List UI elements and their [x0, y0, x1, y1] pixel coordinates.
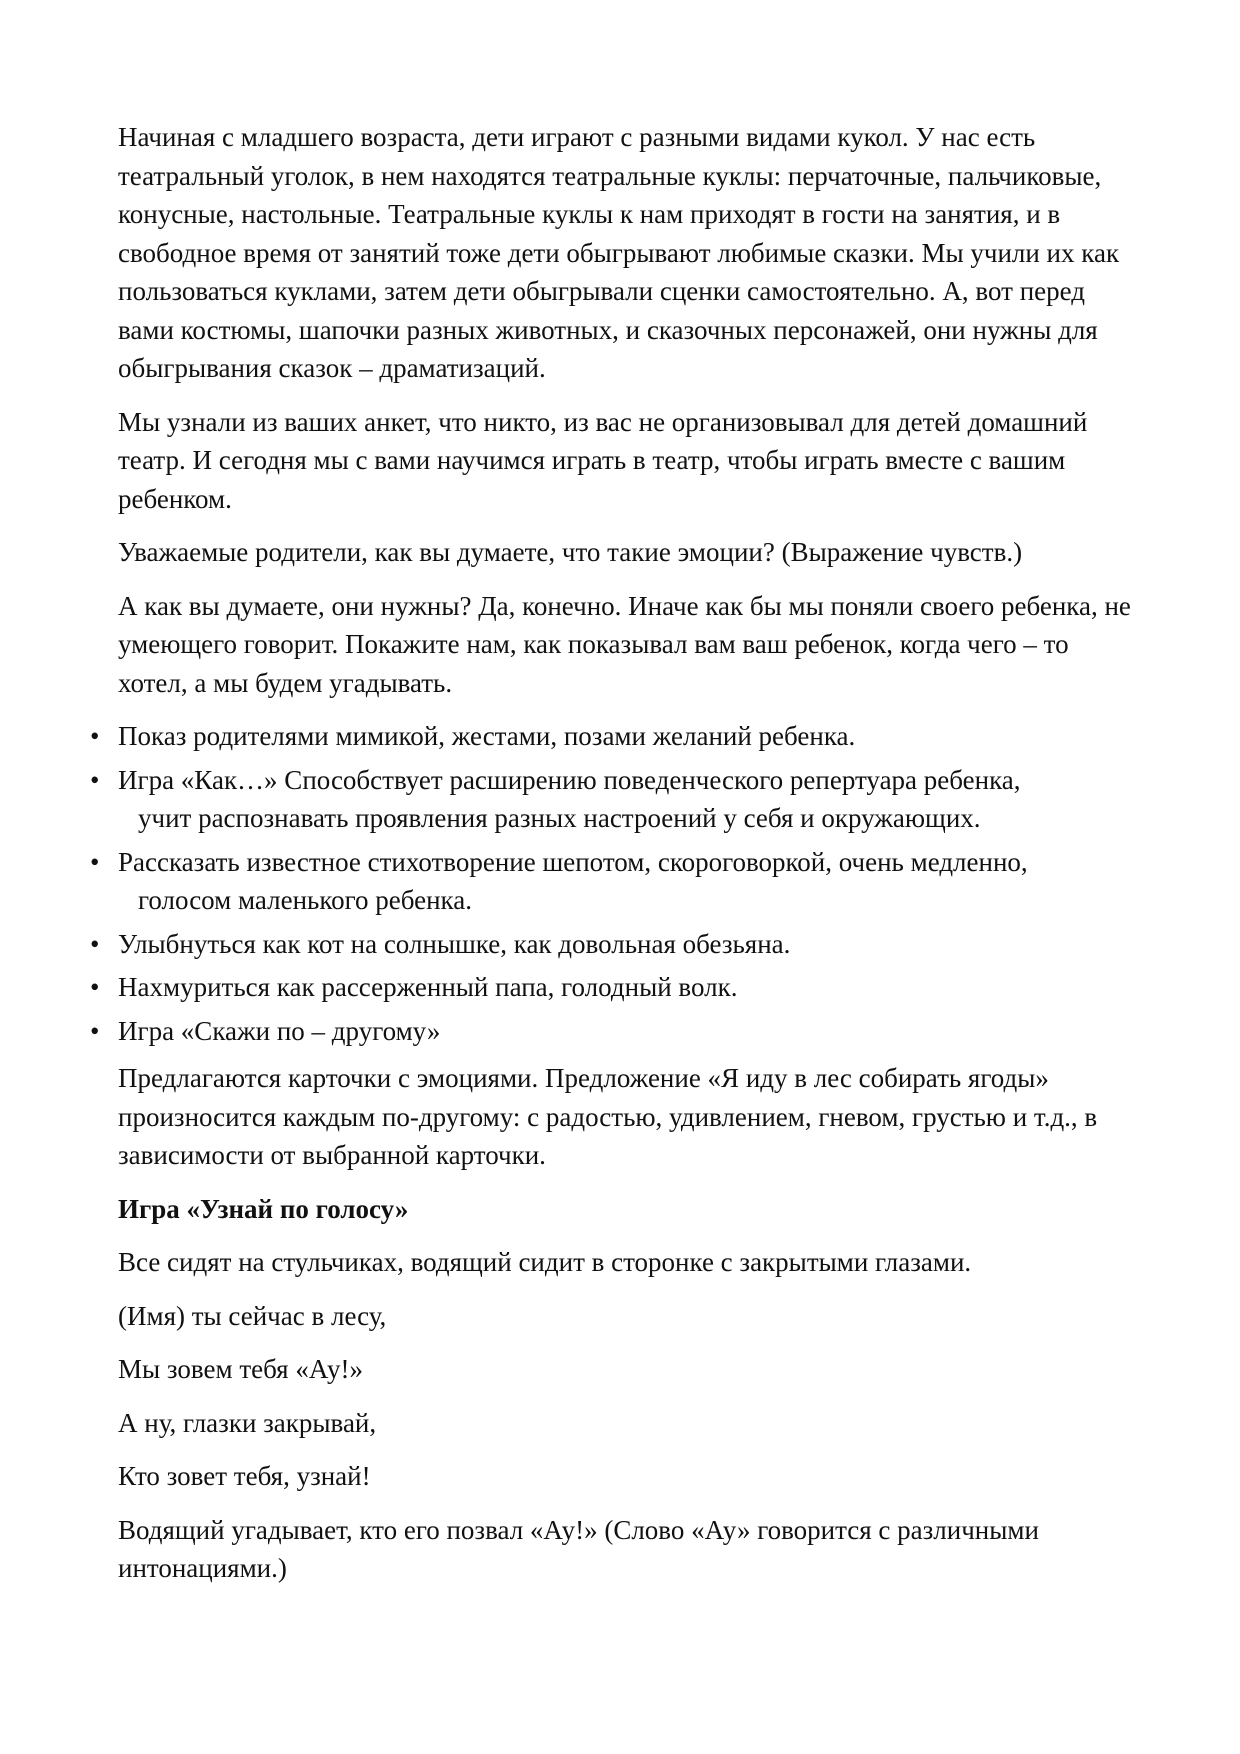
verse-line: А ну, глазки закрывай, — [118, 1407, 377, 1438]
list-item-text-continuation: голосом маленького ребенка. — [138, 885, 472, 915]
list-item-text: Игра «Скажи по – другому» — [118, 1015, 441, 1046]
list-item — [88, 843, 1138, 920]
verse-line: Мы зовем тебя «Ау!» — [118, 1354, 363, 1384]
bullet-icon: • — [90, 1015, 100, 1046]
list-item — [88, 968, 1138, 1007]
paragraph-puppets: Начиная с младшего возраста, дети играют с разными видами кукол. У нас есть театральный уголок, в нем находятся театральные куклы: перчаточные, пальчиковые, конусные, настольные. Театральные куклы к нам приходят в гости на занятия, и в свободное время от занятий тоже дети обыгрывают любимые сказки. Мы учили их как пользоваться куклами, затем дети обыгрывали сценки самостоятельно. А, вот перед вами костюмы, шапочки разных животных, и сказочных персонажей, они нужны для обыгрывания сказок – драматизаций. — [118, 122, 1120, 383]
paragraph-survey: Мы узнали из ваших анкет, что никто, из вас не организовывал для детей домашний театр. И сегодня мы с вами научимся играть в театр, чтобы играть вместе с вашим ребенком. — [118, 406, 1088, 514]
list-item — [88, 717, 1138, 756]
game-heading: Игра «Узнай по голосу» — [118, 1193, 409, 1224]
list-item — [88, 761, 1138, 838]
paragraph-emotion-cards: Предлагаются карточки с эмоциями. Предложение «Я иду в лес собирать ягоды» произносится каждым по-другому: с радостью, удивлением, гневом, грустью и т.д., в зависимости от выбранной карточки. — [118, 1063, 1098, 1170]
bullet-icon: • — [90, 721, 100, 751]
bullet-icon: • — [90, 764, 100, 795]
activities-list — [88, 717, 1138, 1050]
document-page — [90, 118, 1138, 1603]
list-item-text: Улыбнуться как кот на солнышке, как довольная обезьяна. — [118, 928, 791, 959]
bullet-icon: • — [90, 846, 100, 877]
list-item — [88, 1012, 1138, 1051]
paragraph-emotions-question: Уважаемые родители, как вы думаете, что такие эмоции? (Выражение чувств.) — [118, 537, 1023, 567]
verse-line: (Имя) ты сейчас в лесу, — [118, 1300, 387, 1331]
list-item-text: Нахмуриться как рассерженный папа, голодный волк. — [118, 972, 738, 1002]
list-item-text-continuation: учит распознавать проявления разных настроений у себя и окружающих. — [138, 803, 981, 833]
list-item-text: Игра «Как…» Способствует расширению поведенческого репертуара ребенка, — [118, 764, 1021, 795]
verse-line: Кто зовет тебя, узнай! — [118, 1461, 371, 1491]
game-outcome: Водящий угадывает, кто его позвал «Ау!» (Слово «Ау» говорится с различными интонациями.) — [118, 1514, 1039, 1583]
list-item-text: Рассказать известное стихотворение шепотом, скороговоркой, очень медленно, — [118, 846, 1028, 877]
list-item — [88, 925, 1138, 964]
bullet-icon: • — [90, 972, 100, 1002]
game-instruction: Все сидят на стульчиках, водящий сидит в сторонке с закрытыми глазами. — [118, 1247, 972, 1277]
bullet-icon: • — [90, 928, 100, 959]
list-item-text: Показ родителями мимикой, жестами, позами желаний ребенка. — [118, 721, 856, 751]
paragraph-why-needed: А как вы думаете, они нужны? Да, конечно. Иначе как бы мы поняли своего ребенка, не умеющего говорит. Покажите нам, как показывал вам ваш ребенок, когда чего – то хотел, а мы будем угадывать. — [118, 590, 1131, 698]
